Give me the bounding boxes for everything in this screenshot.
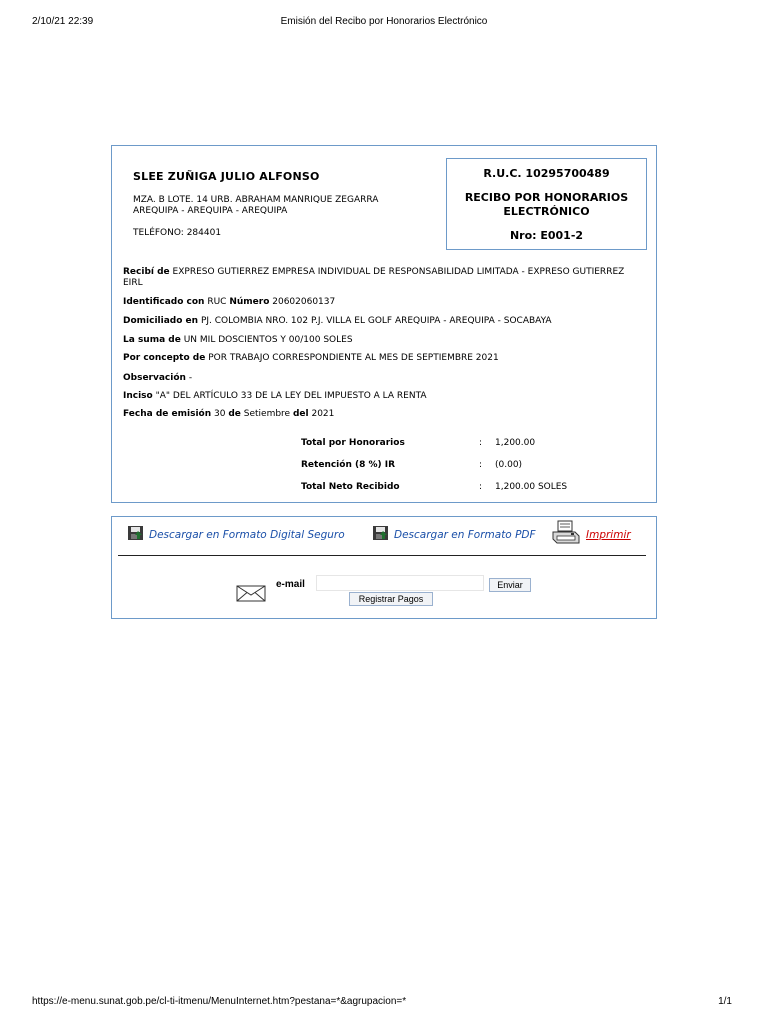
observation-line <box>123 373 643 384</box>
identified-number: 20602060137 <box>272 297 336 307</box>
domicile-label: Domiciliado en <box>123 316 199 326</box>
document-number: Nro: E001-2 <box>509 229 584 242</box>
concept-line <box>123 353 643 364</box>
actions-panel <box>111 516 657 619</box>
received-from-label: Recibí de <box>123 267 170 277</box>
issue-year: 2021 <box>311 409 335 419</box>
issue-date-del: del <box>292 409 309 419</box>
identification-line <box>123 297 643 308</box>
issue-date-line <box>123 409 643 420</box>
total-fees-colon: : <box>479 438 483 448</box>
total-fees-label: Total por Honorarios <box>301 438 405 448</box>
download-secure-label: Descargar en Formato Digital Seguro <box>149 528 345 541</box>
download-secure-link[interactable] <box>127 525 345 544</box>
received-from-line <box>123 267 643 289</box>
print-datetime: 2/10/21 22:39 <box>32 16 94 27</box>
amount-value: UN MIL DOSCIENTOS Y 00/100 SOLES <box>183 335 353 345</box>
document-type <box>447 191 646 219</box>
printer-icon <box>551 520 581 549</box>
retention-colon: : <box>479 460 483 470</box>
issuer-phone: TELÉFONO: 284401 <box>133 228 222 238</box>
observation-label: Observación <box>123 373 186 383</box>
email-form <box>236 575 556 603</box>
domicile-line <box>123 316 643 327</box>
ruc-number: R.U.C. 10295700489 <box>483 167 610 180</box>
send-button[interactable]: Enviar <box>489 578 531 592</box>
register-payments-button[interactable]: Registrar Pagos <box>349 592 433 606</box>
download-pdf-label: Descargar en Formato PDF <box>394 528 536 541</box>
observation-value: - <box>188 373 193 383</box>
print-footer <box>0 996 768 1012</box>
print-label: Imprimir <box>586 528 631 541</box>
ruc-box <box>446 158 647 250</box>
clause-label: Inciso <box>123 391 153 401</box>
issuer-name: SLEE ZUÑIGA JULIO ALFONSO <box>133 170 320 183</box>
retention-value: (0.00) <box>495 460 523 470</box>
document-type-line1: RECIBO POR HONORARIOS <box>464 191 629 204</box>
envelope-icon <box>236 585 266 606</box>
download-pdf-link[interactable] <box>372 525 536 544</box>
print-link[interactable] <box>551 520 631 549</box>
amount-label: La suma de <box>123 335 181 345</box>
receipt-panel <box>111 145 657 503</box>
print-url: https://e-menu.sunat.gob.pe/cl-ti-itmenu/MenuInternet.htm?pestana=*&agrupacion=* <box>32 996 407 1007</box>
net-total-colon: : <box>479 482 483 492</box>
clause-value: "A" DEL ARTÍCULO 33 DE LA LEY DEL IMPUESTO A LA RENTA <box>155 391 427 401</box>
issue-day: 30 <box>214 409 226 419</box>
email-label: e-mail <box>276 579 305 590</box>
net-total-label: Total Neto Recibido <box>301 482 400 492</box>
print-header <box>0 16 768 32</box>
clause-line <box>123 391 643 402</box>
domicile-value: PJ. COLOMBIA NRO. 102 P.J. VILLA EL GOLF AREQUIPA - AREQUIPA - SOCABAYA <box>200 316 552 326</box>
amount-line <box>123 335 643 346</box>
disk-download-icon <box>372 525 389 544</box>
disk-download-icon <box>127 525 144 544</box>
received-from-value: EXPRESO GUTIERREZ EMPRESA INDIVIDUAL DE RESPONSABILIDAD LIMITADA - EXPRESO GUTIERREZ EIRL <box>123 267 625 288</box>
total-fees-value: 1,200.00 <box>495 438 536 448</box>
concept-value: POR TRABAJO CORRESPONDIENTE AL MES DE SEPTIEMBRE 2021 <box>208 353 499 363</box>
identified-label: Identificado con <box>123 297 205 307</box>
concept-label: Por concepto de <box>123 353 206 363</box>
issue-date-label: Fecha de emisión <box>123 409 212 419</box>
document-type-line2: ELECTRÓNICO <box>503 205 590 218</box>
issuer-address <box>133 195 433 217</box>
issue-month: Setiembre <box>243 409 291 419</box>
number-label: Número <box>229 297 270 307</box>
actions-divider <box>118 555 646 556</box>
issuer-address-line1: MZA. B LOTE. 14 URB. ABRAHAM MANRIQUE ZEGARRA <box>133 195 379 205</box>
retention-label: Retención (8 %) IR <box>301 460 396 470</box>
print-page-title: Emisión del Recibo por Honorarios Electrónico <box>280 16 488 27</box>
issuer-address-line2: AREQUIPA - AREQUIPA - AREQUIPA <box>133 206 288 216</box>
email-input[interactable] <box>316 575 484 591</box>
identified-type: RUC <box>207 297 227 307</box>
net-total-value: 1,200.00 SOLES <box>495 482 568 492</box>
print-page-count: 1/1 <box>718 996 732 1007</box>
issue-date-de: de <box>228 409 241 419</box>
